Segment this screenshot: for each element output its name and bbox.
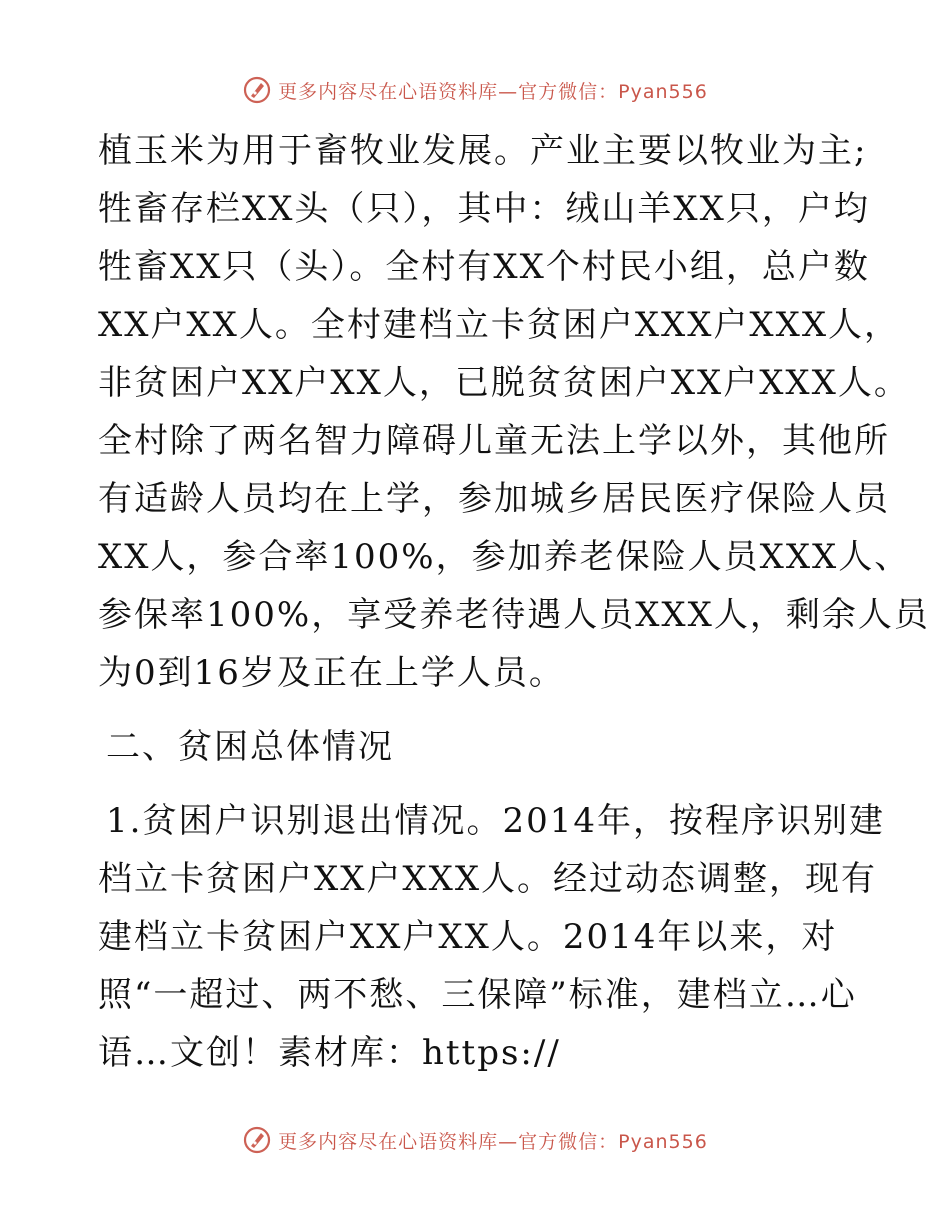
text-line: 牲畜XX只（头）。全村有XX个村民小组，总户数 <box>98 247 870 287</box>
pen-nib-circle-logo <box>242 75 272 105</box>
header-watermark <box>0 70 950 110</box>
text-line: 全村除了两名智力障碍儿童无法上学以外，其他所 <box>98 421 890 461</box>
paragraph-village-overview <box>98 122 930 702</box>
text-line: 有适龄人员均在上学，参加城乡居民医疗保险人员 <box>98 479 890 519</box>
section-heading: 二、贫困总体情况 <box>106 727 394 767</box>
text-line: XX人，参合率100%，参加养老保险人员XXX人、 <box>98 537 911 577</box>
footer-watermark <box>0 1120 950 1160</box>
text-line: 牲畜存栏XX头（只），其中：绒山羊XX只，户均 <box>98 189 870 229</box>
document-body <box>98 122 930 1082</box>
watermark-text: 更多内容尽在心语资料库—官方微信：Pyan556 <box>278 1130 708 1153</box>
text-line: 植玉米为用于畜牧业发展。产业主要以牧业为主; <box>98 131 868 171</box>
text-line: 1.贫困户识别退出情况。2014年，按程序识别建 <box>106 801 885 841</box>
text-line: 参保率100%，享受养老待遇人员XXX人，剩余人员 <box>98 595 930 635</box>
text-line: 为0到16岁及正在上学人员。 <box>98 653 565 693</box>
pen-nib-circle-logo <box>242 1125 272 1155</box>
text-line: 建档立卡贫困户XX户XX人。2014年以来，对 <box>98 917 838 957</box>
text-line: 非贫困户XX户XX人，已脱贫贫困户XX户XXX人。 <box>98 363 910 403</box>
text-line: 档立卡贫困户XX户XXX人。经过动态调整，现有 <box>98 859 878 899</box>
watermark-text: 更多内容尽在心语资料库—官方微信：Pyan556 <box>278 80 708 103</box>
text-line: XX户XX人。全村建档立卡贫困户XXX户XXX人， <box>98 305 901 345</box>
text-line: 语…文创！素材库：https:// <box>98 1033 561 1073</box>
paragraph-poverty-identification <box>98 792 885 1082</box>
text-line: 照“一超过、两不愁、三保障”标准，建档立…心 <box>98 975 857 1015</box>
